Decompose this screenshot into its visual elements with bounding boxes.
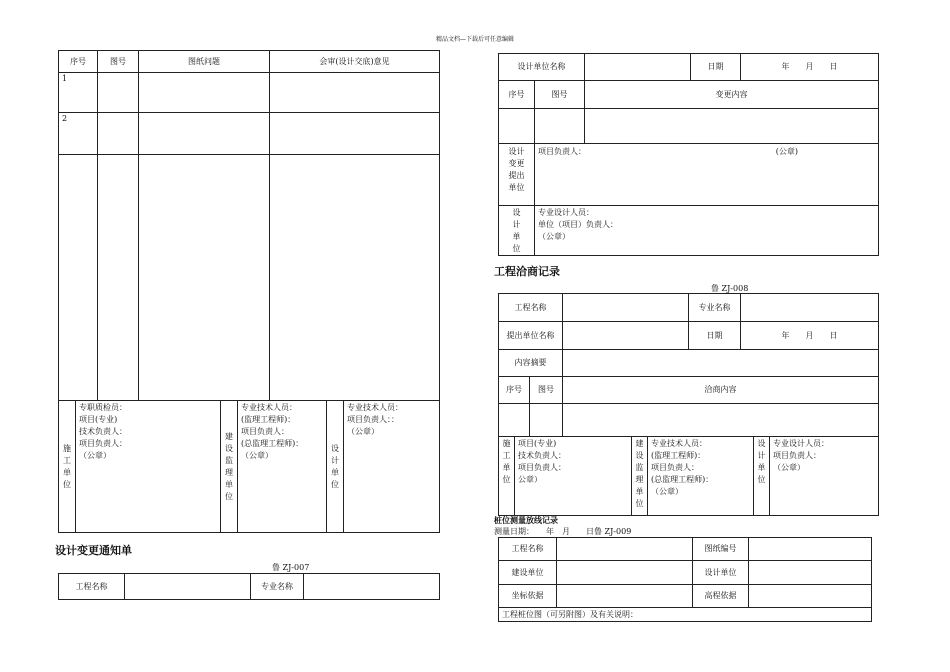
supervision-unit-label: 建设监理单位 xyxy=(225,431,233,501)
supervision-unit-signatures: 专业技术人员： (监理工程师)： 项目负责人： (总监理工程师)： （公章） xyxy=(238,401,327,532)
summary-value[interactable] xyxy=(563,350,879,377)
pile-record-date-line: 测量日期： 年 月 日鲁 ZJ-009 xyxy=(494,527,632,536)
construction-unit-signatures: 项目(专业) 技术负责人： 项目负责人： 公章） xyxy=(515,437,632,515)
change-content-label: 变更内容 xyxy=(585,81,879,109)
supervision-unit-label: 建设监理单位 xyxy=(635,439,644,508)
design-unit-label: 设计单位 xyxy=(331,443,339,489)
project-name-value[interactable] xyxy=(563,294,689,322)
construction-unit-label: 施工单位 xyxy=(502,439,511,484)
signature-row xyxy=(59,401,440,533)
negotiation-code: 鲁 ZJ-008 xyxy=(711,284,749,293)
figure-label: 图号 xyxy=(535,81,585,109)
design-unit-side-label: 设计单位 xyxy=(512,208,521,253)
figure-label: 图号 xyxy=(530,377,563,404)
major-name-label: 专业名称 xyxy=(251,574,304,600)
row-number: 1 xyxy=(59,73,98,113)
col-header-drawing-issue: 图纸问题 xyxy=(139,51,270,73)
date-label: 日期 xyxy=(691,54,741,81)
col-header-seq: 序号 xyxy=(59,51,98,73)
design-unit-value[interactable] xyxy=(749,561,872,585)
design-unit-side-signatures: 专业设计人员： 单位（项目）负责人： （公章） xyxy=(535,206,879,256)
negotiation-content-label: 洽商内容 xyxy=(563,377,879,404)
construction-unit-label: 施工单位 xyxy=(63,443,71,489)
table-row xyxy=(499,404,879,437)
design-change-table xyxy=(498,53,879,256)
construction-unit-signatures: 专职质检员： 项目(专业) 技术负责人： 项目负责人： （公章） xyxy=(76,401,221,532)
table-row xyxy=(59,113,440,155)
change-proposer-label: 设计变更提出单位 xyxy=(508,147,525,192)
table-row xyxy=(499,109,879,144)
coordinate-basis-value[interactable] xyxy=(557,585,693,608)
design-unit-signatures: 专业技术人员： 项目负责人：： （公章） xyxy=(347,403,403,436)
seq-label: 序号 xyxy=(499,81,535,109)
design-change-title: 设计变更通知单 xyxy=(55,544,132,557)
date-value: 年 月 日 xyxy=(741,322,879,350)
build-unit-value[interactable] xyxy=(557,561,693,585)
proposer-unit-value[interactable] xyxy=(563,322,689,350)
design-unit-label: 设计单位 xyxy=(757,439,766,484)
proposer-seal: (公章) xyxy=(775,147,798,156)
date-label: 日期 xyxy=(689,322,741,350)
pile-record-table xyxy=(498,537,872,622)
header-note: 精品文档—下载后可任意编辑 xyxy=(435,36,514,43)
col-header-figure: 图号 xyxy=(98,51,139,73)
drawing-no-value[interactable] xyxy=(749,538,872,561)
design-unit-label: 设计单位 xyxy=(693,561,749,585)
project-name-value[interactable] xyxy=(557,538,693,561)
design-change-head-table xyxy=(58,573,440,600)
pile-record-title: 桩位测量放线记录 xyxy=(494,516,558,525)
supervision-unit-signatures: 专业技术人员： (监理工程师)： 项目负责人： (总监理工程师)： （公章） xyxy=(648,437,754,515)
negotiation-table xyxy=(498,293,879,516)
major-name-value[interactable] xyxy=(741,294,879,322)
proposer-manager: 项目负责人： xyxy=(538,147,586,156)
coordinate-basis-label: 坐标依据 xyxy=(499,585,557,608)
row-number: 2 xyxy=(59,113,98,155)
proposer-unit-label: 提出单位名称 xyxy=(499,322,563,350)
design-unit-name-label: 设计单位名称 xyxy=(499,54,585,81)
elevation-basis-label: 高程依据 xyxy=(693,585,749,608)
drawing-no-label: 图纸编号 xyxy=(693,538,749,561)
drawing-review-table xyxy=(58,50,440,533)
col-header-review-opinion: 会审(设计交底)意见 xyxy=(270,51,440,73)
seq-label: 序号 xyxy=(499,377,530,404)
build-unit-label: 建设单位 xyxy=(499,561,557,585)
design-unit-signatures: 专业设计人员： 项目负责人： （公章） xyxy=(773,439,829,472)
project-name-label: 工程名称 xyxy=(499,294,563,322)
negotiation-title: 工程洽商记录 xyxy=(494,265,560,278)
major-name-label: 专业名称 xyxy=(689,294,741,322)
table-row xyxy=(59,155,440,401)
date-value: 年 月 日 xyxy=(741,54,879,81)
signature-row xyxy=(499,437,879,516)
project-name-value[interactable] xyxy=(125,574,251,600)
elevation-basis-value[interactable] xyxy=(749,585,872,608)
project-name-label: 工程名称 xyxy=(59,574,125,600)
design-change-code: 鲁 ZJ-007 xyxy=(272,563,310,572)
pile-layout-note: 工程桩位图（可另附图）及有关说明： xyxy=(499,608,872,622)
summary-label: 内容摘要 xyxy=(499,350,563,377)
design-unit-name-value[interactable] xyxy=(585,54,691,81)
table-row xyxy=(59,73,440,113)
major-name-value[interactable] xyxy=(304,574,440,600)
project-name-label: 工程名称 xyxy=(499,538,557,561)
